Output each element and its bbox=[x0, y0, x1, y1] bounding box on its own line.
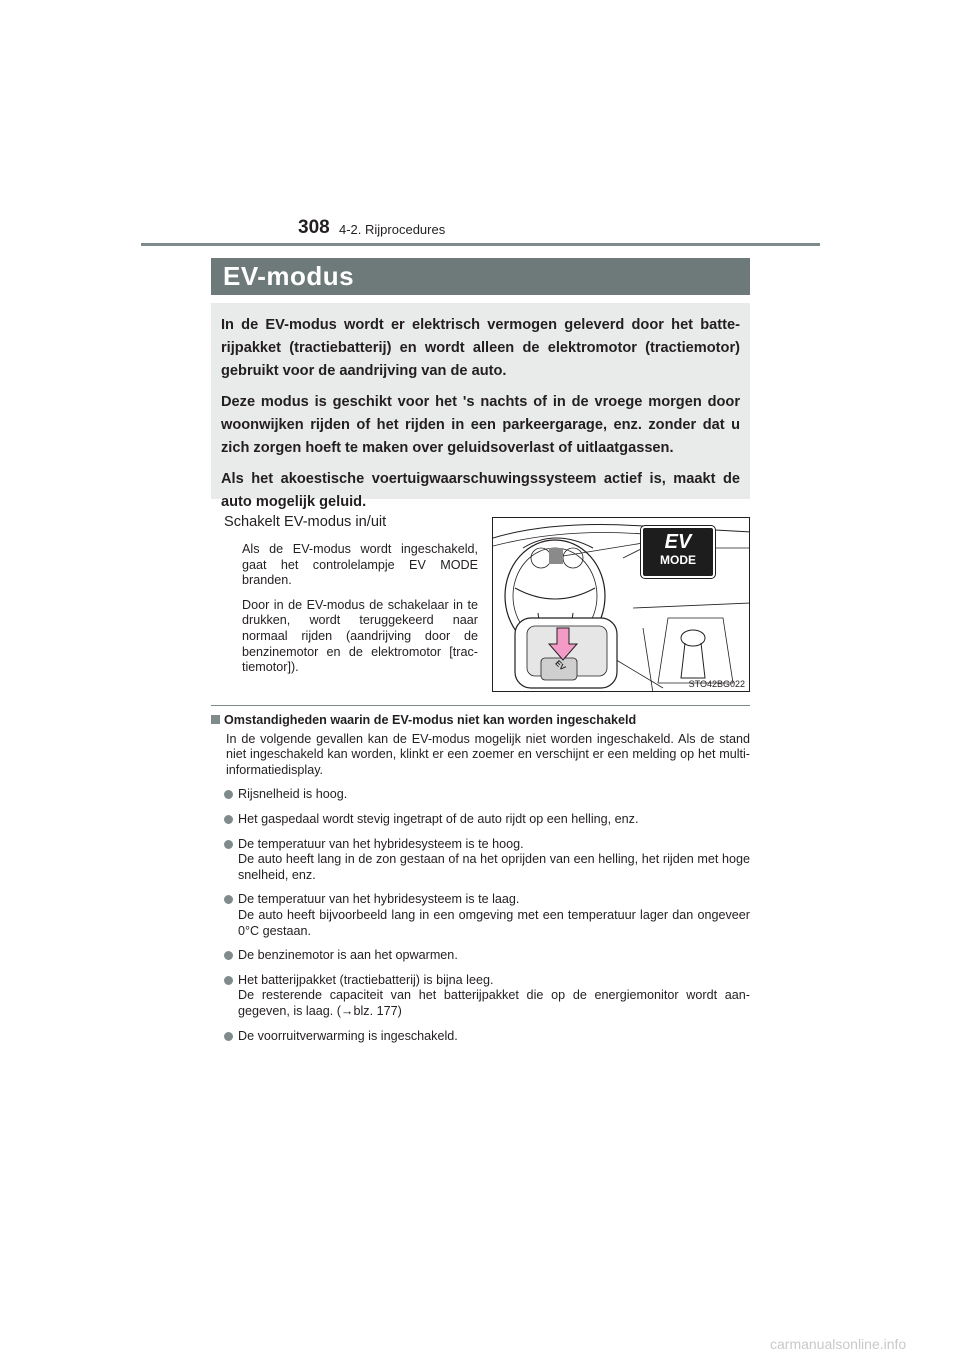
list-item bbox=[238, 973, 750, 1020]
bullet-icon bbox=[224, 815, 233, 824]
list-item-text: De benzinemotor is aan het opwarmen. bbox=[238, 948, 458, 963]
ev-switch-label: EV bbox=[553, 658, 568, 673]
bullet-icon bbox=[224, 951, 233, 960]
list-item-detail: De auto heeft bijvoorbeeld lang in een omgeving met een temperatuur lager dan ongeveer 0°C gestaan. bbox=[238, 907, 750, 938]
square-bullet-icon bbox=[211, 715, 220, 724]
list-item bbox=[238, 948, 750, 964]
list-item-detail: De resterende capaciteit van het batterijpakket die op de energiemonitor wordt aan-gegeven, is laag. (→blz. 177) bbox=[238, 988, 750, 1018]
intro-box bbox=[211, 303, 750, 510]
list-item bbox=[238, 892, 750, 939]
list-item bbox=[238, 787, 750, 803]
list-item-text: Het batterijpakket (tractiebatterij) is bijna leeg. bbox=[238, 972, 494, 987]
ev-mode-figure bbox=[492, 517, 750, 692]
switch-description bbox=[242, 542, 478, 685]
switch-paragraph: Als de EV-modus wordt ingeschakeld, gaat het controlelampje EV MODE branden. bbox=[242, 542, 478, 588]
title-bar bbox=[211, 258, 750, 295]
intro-paragraph: In de EV-modus wordt er elektrisch vermogen geleverd door het batte-rijpakket (tractiebatterij) en wordt alleen de elektromotor (tractiemotor) gebruikt voor de aandrijving van de auto. bbox=[221, 317, 740, 379]
indicator-ev-text: EV bbox=[664, 531, 692, 553]
page-number: 308 bbox=[298, 217, 330, 238]
list-item bbox=[238, 812, 750, 828]
conditions-heading bbox=[211, 713, 750, 729]
figure-code: STO42BG022 bbox=[688, 679, 745, 689]
bullet-icon bbox=[224, 840, 233, 849]
section-rule bbox=[211, 705, 750, 706]
list-item-text: De temperatuur van het hybridesysteem is te laag. bbox=[238, 892, 520, 907]
conditions-intro: In de volgende gevallen kan de EV-modus mogelijk niet worden ingeschakeld. Als de stand niet ingeschakeld kan worden, klinkt er een zoemer en verschijnt er een melding op het multi-informatiedisplay. bbox=[226, 731, 750, 777]
list-item-text: De voorruitverwarming is ingeschakeld. bbox=[238, 1028, 458, 1043]
list-item-text: De temperatuur van het hybridesysteem is te hoog. bbox=[238, 836, 524, 851]
indicator-mode-text: MODE bbox=[660, 553, 696, 567]
bullet-icon bbox=[224, 790, 233, 799]
ev-mode-indicator-icon bbox=[641, 526, 715, 578]
footer-watermark: carmanualsonline.info bbox=[770, 1336, 907, 1352]
bullet-icon bbox=[224, 895, 233, 904]
bullet-icon bbox=[224, 976, 233, 985]
page-title: EV-modus bbox=[223, 261, 355, 291]
list-item-detail: De auto heeft lang in de zon gestaan of na het oprijden van een helling, het rijden met hoge snelheid, enz. bbox=[238, 852, 750, 882]
breadcrumb: 4-2. Rijprocedures bbox=[339, 222, 446, 237]
switch-title: Schakelt EV-modus in/uit bbox=[224, 514, 387, 530]
conditions-heading-text: Omstandigheden waarin de EV-modus niet kan worden ingeschakeld bbox=[224, 713, 637, 727]
list-item-text: Het gaspedaal wordt stevig ingetrapt of de auto rijdt op een helling, enz. bbox=[238, 811, 639, 826]
list-item bbox=[238, 837, 750, 884]
intro-paragraph: Als het akoestische voertuigwaarschuwingssysteem actief is, maakt de auto mogelijk geluid. bbox=[221, 471, 740, 510]
switch-paragraph: Door in de EV-modus de schakelaar in te drukken, wordt teruggekeerd naar normaal rijden (aandrijving door de benzinemotor en de elektromotor [trac-tiemotor]). bbox=[242, 597, 478, 675]
header-rule bbox=[141, 243, 820, 246]
conditions-section bbox=[211, 713, 750, 1053]
list-item-text: Rijsnelheid is hoog. bbox=[238, 787, 348, 802]
intro-paragraph: Deze modus is geschikt voor het 's nachts of in de vroege morgen door woonwijken rijden of het rijden in een parkeergarage, enz. zonder dat u zich zorgen hoeft te maken over geluidsoverlast of uitlaatgassen. bbox=[221, 394, 740, 456]
bullet-icon bbox=[224, 1032, 233, 1041]
list-item bbox=[238, 1029, 750, 1045]
